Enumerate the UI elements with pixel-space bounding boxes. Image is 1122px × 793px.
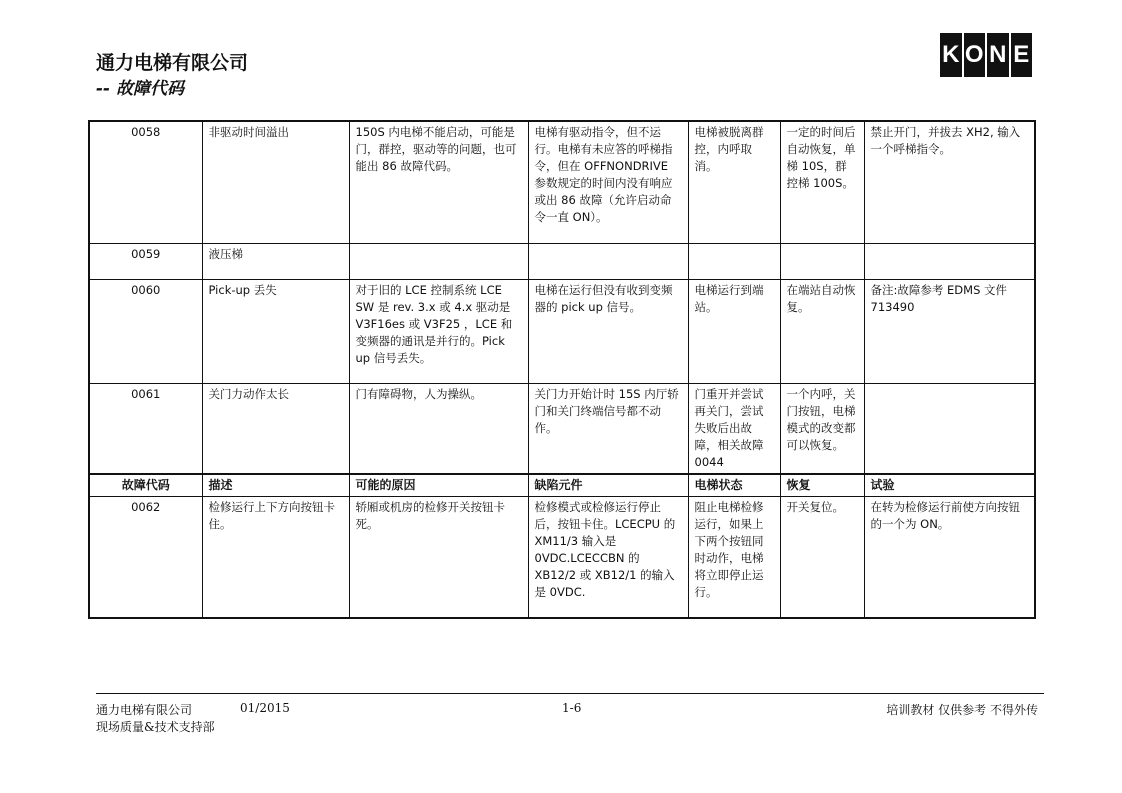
column-header: 可能的原因 [349,474,528,497]
test: 禁止开门，并拔去 XH2, 输入一个呼梯指令。 [864,121,1035,243]
elevator-state: 电梯运行到端站。 [688,279,780,383]
table-header-row [89,474,1035,497]
test: 备注:故障参考 EDMS 文件 713490 [864,279,1035,383]
footer-divider [96,693,1044,694]
table-row [89,279,1035,383]
table-row [89,496,1035,618]
recovery: 在端站自动恢复。 [780,279,864,383]
logo-letter: E [1011,33,1033,77]
elevator-state: 阻止电梯检修运行，如果上下两个按钮同时动作，电梯将立即停止运行。 [688,496,780,618]
test [864,383,1035,474]
elevator-state: 门重开并尝试再关门，尝试失败后出故障，相关故障 0044 [688,383,780,474]
column-header: 缺陷元件 [528,474,688,497]
footer-note: 培训教材 仅供参考 不得外传 [886,703,1038,717]
fault-description: 液压梯 [202,243,349,279]
column-header: 电梯状态 [688,474,780,497]
elevator-state: 电梯被脱离群控，内呼取消。 [688,121,780,243]
footer-company: 通力电梯有限公司 [96,703,193,717]
fault-code: 0058 [89,121,202,243]
recovery [780,243,864,279]
fault-code: 0061 [89,383,202,474]
possible-cause [349,243,528,279]
fault-code: 0059 [89,243,202,279]
recovery: 一个内呼，关门按钮，电梯模式的改变都可以恢复。 [780,383,864,474]
recovery: 一定的时间后自动恢复，单梯 10S，群控梯 100S。 [780,121,864,243]
possible-cause: 轿厢或机房的检修开关按钮卡死。 [349,496,528,618]
table-row [89,243,1035,279]
recovery: 开关复位。 [780,496,864,618]
possible-cause: 门有障碍物，人为操纵。 [349,383,528,474]
fault-code-table [88,120,1036,619]
fault-description: 关门力动作太长 [202,383,349,474]
column-header: 恢复 [780,474,864,497]
defective-component: 检修模式或检修运行停止后，按钮卡住。LCECPU 的 XM11/3 输入是 0VDC.LCECCBN 的 XB12/2 或 XB12/1 的输入是 0VDC. [528,496,688,618]
fault-code: 0062 [89,496,202,618]
defective-component [528,243,688,279]
logo-letter: K [940,33,962,77]
logo-letter: N [987,33,1009,77]
column-header: 试验 [864,474,1035,497]
defective-component: 电梯有驱动指令，但不运行。电梯有未应答的呼梯指令，但在 OFFNONDRIVE 参数规定的时间内没有响应或出 86 故障（允许启动命令一直 ON）。 [528,121,688,243]
column-header: 故障代码 [89,474,202,497]
test [864,243,1035,279]
defective-component: 关门力开始计时 15S 内厅轿门和关门终端信号都不动作。 [528,383,688,474]
kone-logo [940,33,1032,77]
company-title: 通力电梯有限公司 [96,52,249,74]
table-row [89,383,1035,474]
footer-department: 现场质量&技术支持部 [96,720,215,734]
possible-cause: 对于旧的 LCE 控制系统 LCE SW 是 rev. 3.x 或 4.x 驱动是 V3F16es 或 V3F25 ，LCE 和变频器的通讯是并行的。Pick up 信号丢失。 [349,279,528,383]
column-header: 描述 [202,474,349,497]
possible-cause: 150S 内电梯不能启动，可能是门，群控，驱动等的问题，也可能出 86 故障代码。 [349,121,528,243]
defective-component: 电梯在运行但没有收到变频器的 pick up 信号。 [528,279,688,383]
table-row [89,121,1035,243]
fault-description: 检修运行上下方向按钮卡住。 [202,496,349,618]
fault-description: Pick-up 丢失 [202,279,349,383]
elevator-state [688,243,780,279]
footer-date: 01/2015 [240,701,290,715]
page-number: 1-6 [562,701,582,715]
fault-description: 非驱动时间溢出 [202,121,349,243]
logo-letter: O [964,33,986,77]
document-subtitle: -- 故障代码 [96,79,185,99]
test: 在转为检修运行前使方向按钮的一个为 ON。 [864,496,1035,618]
fault-code: 0060 [89,279,202,383]
